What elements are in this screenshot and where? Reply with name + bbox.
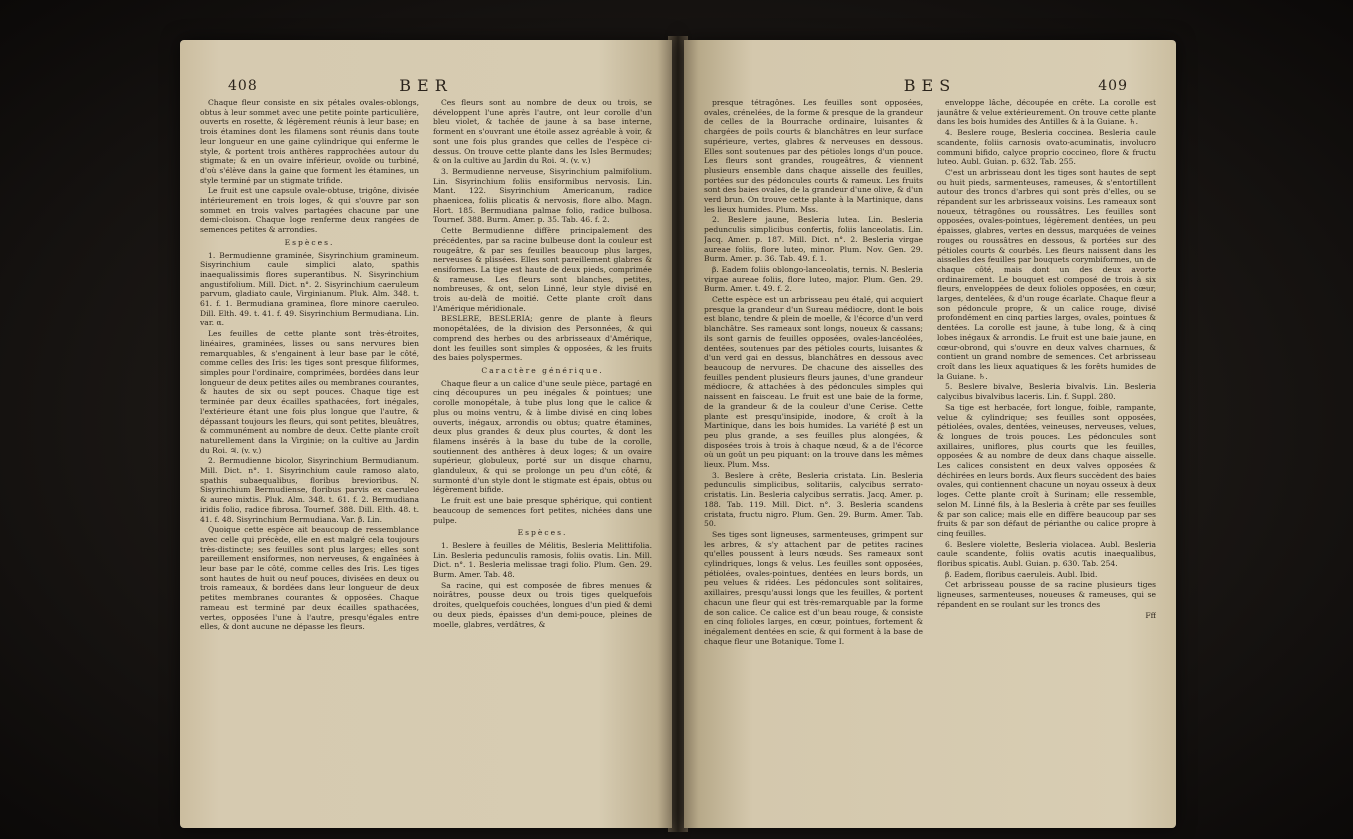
paragraph: Quoique cette espèce ait beaucoup de ressemblance avec celle qui précède, elle en est malgré cela toujours très-distincte; ses feuilles sont plus larges; elles sont pareillement ensiformes, non nerveuses, & engaînées à leur base par le côté, comme celles des Iris. Les tiges sont hautes de huit ou neuf pouces, divisées en deux ou trois rameaux, & bordées dans leur longueur de deux petites membranes courantes & opposées. Chaque rameau est terminé par deux écailles spathacées, vertes, opposées l'une à l'autre, presqu'égales entre elles, & dont aucune ne dépasse les fleurs.	[200, 525, 419, 632]
paragraph: β. Eadem foliis oblongo-lanceolatis, ternis. N. Besleria virgae aureae foliis, flore luteo, major. Plum. Gen. 29. Burm. Amer. t. 49. f. 2.	[704, 264, 923, 294]
paragraph: Cette espèce est un arbrisseau peu étalé, qui acquiert presque la grandeur d'un Sureau médiocre, dont le bois est blanc, tendre & plein de moelle, & l'écorce d'un verd blanchâtre. Ses rameaux sont longs, noueux & cassans; ils sont garnis de feuilles opposées, ovales-lancéolées, dentées, soutenues par des pétioles courts, luisantes & d'un verd gai en dessus, blanchâtres en dessous avec beaucoup de nervures. De chacune des aisselles des feuilles pendent plusieurs fleurs jaunes, d'une grandeur médiocre, & attachées à des pédoncules simples qui naissent en faisceau. Le fruit est une baie de la forme, de la grandeur & de la couleur d'une Cerise. Cette plante est presqu'insipide, inodore, & croît à la Martinique, dans les bois humides. La variété β est un peu plus grande, a ses feuilles plus alongées, & disposées trois à trois à chaque nœud, & a de l'écorce où un goût un peu piquant: on la trouve dans les mêmes lieux. Plum. Mss.	[704, 295, 923, 470]
left-column-1	[200, 98, 419, 806]
paragraph: C'est un arbrisseau dont les tiges sont hautes de sept ou huit pieds, sarmenteuses, rameuses, & s'entortillent autour des troncs d'arbres qui sont près d'elles, ou se répandent sur les arbrisseaux voisins. Les rameaux sont noueux, tétragônes ou roussâtres. Les feuilles sont opposées, ovales-pointues, légèrement dentées, un peu épaisses, glabres, vertes en dessus, marquées de veines rouges ou roussâtres en dessous, & portées sur des pétioles courts & courbés. Les fleurs naissent dans les aisselles des feuilles par bouquets corymbiformes, un de chaque côté, mais dont un des deux avorte ordinairement. Le bouquet est composé de trois à six fleurs, enveloppées de deux folioles opposées, en cœur, larges, dentelées, & d'un rouge écarlate. Chaque fleur a son pédoncule propre, & un calice rouge, divisé profondément en cinq parties larges, ovales, pointues & dentées. La corolle est jaune, à tube long, & à cinq lobes inégaux & arrondis. Le fruit est une baie jaune, en cœur-obrond, qui s'ouvre en deux valves charnues, & contient un grand nombre de semences. Cet arbrisseau croît dans les lieux aquatiques & les forêts humides de la Guiane. ♄.	[937, 167, 1156, 381]
paragraph: 3. Bermudienne nerveuse, Sisyrinchium palmifolium. Lin. Sisyrinchium foliis ensiformibus nervosis. Lin. Mant. 122. Sisyrinchium Americanum, radice phaenicea, foliis plicatis & nervosis, flore albo. Magn. Hort. 185. Bermudiana palmae folio, radice bulbosa. Tournef. 388. Burm. Amer. p. 35. Tab. 46. f. 2.	[433, 166, 652, 225]
section-heading: Espèces.	[284, 237, 335, 247]
left-columns	[200, 98, 652, 806]
paragraph: 4. Beslere rouge, Besleria coccinea. Besleria caule scandente, foliis carnosis ovato-acuminatis, involucro communi bifido, calyce proprio coccineo, flore & fructu luteo. Aubl. Guian. p. 632. Tab. 255.	[937, 128, 1156, 167]
right-running-head: BES	[903, 76, 957, 95]
left-page-header	[210, 74, 642, 100]
right-page-number: 409	[1098, 78, 1128, 94]
section-heading: Espèces.	[517, 528, 568, 538]
right-page-header	[714, 74, 1146, 100]
right-columns	[704, 98, 1156, 806]
paragraph: Chaque fleur consiste en six pétales ovales-oblongs, obtus à leur sommet avec une petite pointe particulière, ouverts en rosette, & légèrement réunis à leur base; en trois étamines dont les filamens sont réunis dans toute leur longueur en une gaine cylindrique qui enferme le style, & portent trois anthères rapprochées autour du stigmate; & en un ovaire inférieur, ovoïde ou turbiné, d'où s'élève dans la gaine que forment les étamines, un style terminé par un stigmate trifide.	[200, 98, 419, 185]
right-column-2	[937, 98, 1156, 806]
right-page	[684, 40, 1176, 828]
left-page-number: 408	[228, 78, 258, 94]
paragraph: 2. Bermudienne bicolor, Sisyrinchium Bermudianum. Mill. Dict. n°. 1. Sisyrinchium caule ramoso alato, spathis subaequalibus, floribus brevioribus. N. Sisyrinchium Bermudiense, floribus parvis ex caeruleo & aureo mixtis. Pluk. Alm. 348. t. 61. f. 2. Bermudiana iridis folio, radice fibrosa. Tournef. 388. Dill. Elth. 48. t. 41. f. 48. Sisyrinchium Bermudiana. Var. β. Lin.	[200, 456, 419, 524]
section-heading: Caractère générique.	[481, 365, 604, 375]
paragraph: Le fruit est une baie presque sphérique, qui contient beaucoup de semences fort petites, nichées dans une pulpe.	[433, 496, 652, 525]
right-column-1	[704, 98, 923, 806]
paragraph: enveloppe lâche, découpée en crête. La corolle est jaunâtre & velue extérieurement. On trouve cette plante dans les bois humides des Antilles & à la Guiane. ♄.	[937, 98, 1156, 127]
paragraph: Le fruit est une capsule ovale-obtuse, trigône, divisée intérieurement en trois loges, & qui s'ouvre par son sommet en trois valves partagées chacune par une demi-cloison. Chaque loge renferme deux rangées de semences petites & arrondies.	[200, 186, 419, 235]
paragraph: Les feuilles de cette plante sont très-étroites, linéaires, graminées, lisses ou sans nervures bien remarquables, & s'engainent à leur base par le côté, comme celles des Iris: les tiges sont presque filiformes, simples pour l'ordinaire, comprimées, bordées dans leur longueur de deux petites ailes ou membranes courantes, & hautes de six ou sept pouces. Chaque tige est terminée par deux écailles spathacées, fort inégales, l'extérieure étant une fois plus longue que l'autre, & dépassant toujours les fleurs, qui sont petites, bleuâtres, & communément au nombre de deux. Cette plante croît naturellement dans la Virginie; on la cultive au Jardin du Roi. ♃. (v. v.)	[200, 329, 419, 455]
paragraph: 3. Beslere à crête, Besleria cristata. Lin. Besleria pedunculis simplicibus, solitariis, calycibus serrato-cristatis. Lin. Besleria calycibus serratis. Jacq. Amer. p. 188. Tab. 119. Mill. Dict. n°. 3. Besleria scandens cristata, fructu nigro. Plum. Gen. 29. Burm. Amer. Tab. 50.	[704, 470, 923, 529]
paragraph: Cette Bermudienne diffère principalement des précédentes, par sa racine bulbeuse dont la couleur est rougeâtre, & par ses feuilles beaucoup plus larges, nerveuses & plissées. Elles sont pareillement glabres & ensiformes. La tige est haute de deux pieds, comprimée & rameuse. Les fleurs sont blanches, petites, nombreuses, & ont, selon Linné, leur style divisé en trois au-delà de moitié. Cette plante croît dans l'Amérique méridionale.	[433, 226, 652, 313]
paragraph: 6. Beslere violette, Besleria violacea. Aubl. Besleria caule scandente, foliis ovatis acutis inaequalibus, floribus spicatis. Aubl. Guian. p. 630. Tab. 254.	[937, 539, 1156, 569]
left-column-2	[433, 98, 652, 806]
left-page	[180, 40, 672, 828]
paragraph: Ces fleurs sont au nombre de deux ou trois, se développent l'une après l'autre, ont leur corolle d'un bleu violet, & tachée de jaune à sa base interne, forment en s'ouvrant une étoile assez agréable à voir, & sont une fois plus grandes que celles de l'espèce ci-dessus. On trouve cette plante dans les Isles Bermudes; & on la cultive au Jardin du Roi. ♃. (v. v.)	[433, 98, 652, 166]
paragraph: Chaque fleur a un calice d'une seule pièce, partagé en cinq découpures un peu inégales & pointues; une corolle monopétale, à tube plus long que le calice & plus ou moins ventru, & à limbe divisé en cinq lobes ouverts, inégaux, arrondis ou obtus; quatre étamines, deux plus grandes & deux plus courtes, & dont les filamens insérés à la base du tube de la corolle, soutiennent des anthères à deux loges; & un ovaire supérieur, globuleux, porté sur un disque charnu, glanduleux, & qui se prolonge un peu d'un côté, & surmonté d'un style dont le stigmate est épais, obtus ou légèrement bifide.	[433, 378, 652, 495]
paragraph: 2. Beslere jaune, Besleria lutea. Lin. Besleria pedunculis simplicibus confertis, foliis lanceolatis. Lin. Jacq. Amer. p. 187. Mill. Dict. n°. 2. Besleria virgae aureae foliis, flore luteo, minor. Plum. Nov. Gen. 29. Burm. Amer. p. 36. Tab. 49. f. 1.	[704, 215, 923, 264]
paragraph: 1. Bermudienne graminée, Sisyrinchium gramineum. Sisyrinchium caule simplici alato, spathis inaequalissimis flores superantibus. N. Sisyrinchium angustifolium. Mill. Dict. n°. 2. Sisyrinchium caeruleum parvum, gladiato caule, Virginianum. Pluk. Alm. 348. t. 61. f. 1. Bermudiana graminea, flore minore caeruleo. Dill. Elth. 49. t. 41. f. 49. Sisyrinchium Bermudiana. Lin. var. α.	[200, 250, 419, 328]
paragraph: 1. Beslere à feuilles de Mélitis, Besleria Melittifolia. Lin. Besleria pedunculis ramosis, foliis ovatis. Lin. Mill. Dict. n°. 1. Besleria melissae tragi folio. Plum. Gen. 29. Burm. Amer. Tab. 48.	[433, 540, 652, 580]
left-running-head: BER	[399, 76, 453, 95]
paragraph: Ses tiges sont ligneuses, sarmenteuses, grimpent sur les arbres, & s'y attachent par de petites racines qu'elles poussent à leurs nœuds. Ses rameaux sont cylindriques, longs & velus. Les feuilles sont opposées, pétiolées, ovales-pointues, dentées en leurs bords, un peu velues & ridées. Les pédoncules sont solitaires, axillaires, presqu'aussi longs que les feuilles, & portent chacun une fleur qui est très-remarquable par la forme de son calice. Ce calice est d'un beau rouge, & consiste en cinq folioles larges, en cœur, pointues, fortement & inégalement dentées en scie, & qui forment à la base de chaque fleur une Botanique. Tome I.	[704, 529, 923, 646]
paragraph: Cet arbrisseau pousse de sa racine plusieurs tiges ligneuses, sarmenteuses, noueuses & rameuses, qui se répandent en se roulant sur les troncs des	[937, 580, 1156, 609]
paragraph: 5. Beslere bivalve, Besleria bivalvis. Lin. Besleria calycibus bivalvibus laceris. Lin. f. Suppl. 280.	[937, 382, 1156, 402]
paragraph: presque tétragônes. Les feuilles sont opposées, ovales, crénelées, de la forme & presque de la grandeur de celles de la Bourrache ordinaire, luisantes & chargées de poils courts & blanchâtres en leur surface supérieure, vertes, glabres & nerveuses en dessous. Elles sont soutenues par des pétioles longs d'un pouce. Les fleurs sont grandes, rougeâtres, & viennent plusieurs ensemble dans chaque aisselle des feuilles, portées sur des pédoncules courts & rameux. Les fruits sont des baies ovales, de la grandeur d'une olive, & d'un verd brun. On trouve cette plante à la Martinique, dans les lieux humides. Plum. Mss.	[704, 98, 923, 214]
paragraph: Sa racine, qui est composée de fibres menues & noirâtres, pousse deux ou trois tiges quelquefois droites, quelquefois couchées, longues d'un pied & demi ou deux pieds, épaisses d'un demi-pouce, pleines de moelle, glabres, verdâtres, &	[433, 580, 652, 629]
printer-signature: Fff	[1145, 610, 1156, 620]
paragraph: β. Eadem, floribus caeruleis. Aubl. Ibid.	[945, 569, 1098, 579]
paragraph: BESLERE, BESLERIA; genre de plante à fleurs monopétalées, de la division des Personnées, & qui comprend des herbes ou des arbrisseaux d'Amérique, dont les feuilles sont simples & opposées, & les fruits des baies polyspermes.	[433, 314, 652, 363]
paragraph: Sa tige est herbacée, fort longue, foible, rampante, velue & cylindrique; ses feuilles sont opposées, pétiolées, ovales, dentées, veineuses, nerveuses, velues, & longues de trois pouces. Les pédoncules sont axillaires, uniflores, plus courts que les feuilles, opposées & au nombre de deux dans chaque aisselle. Les calices consistent en deux valves opposées & déchirées en leurs bords. Aux fleurs succèdent des baies ovales, qui contiennent chacune un noyau osseux à deux loges. Cette plante croît à Surinam; elle ressemble, selon M. Linné fils, à la Besleria à crête par ses feuilles & par son calice; mais elle en diffère beaucoup par ses fruits & par son défaut de périanthe ou calice propre à cinq feuilles.	[937, 402, 1156, 538]
